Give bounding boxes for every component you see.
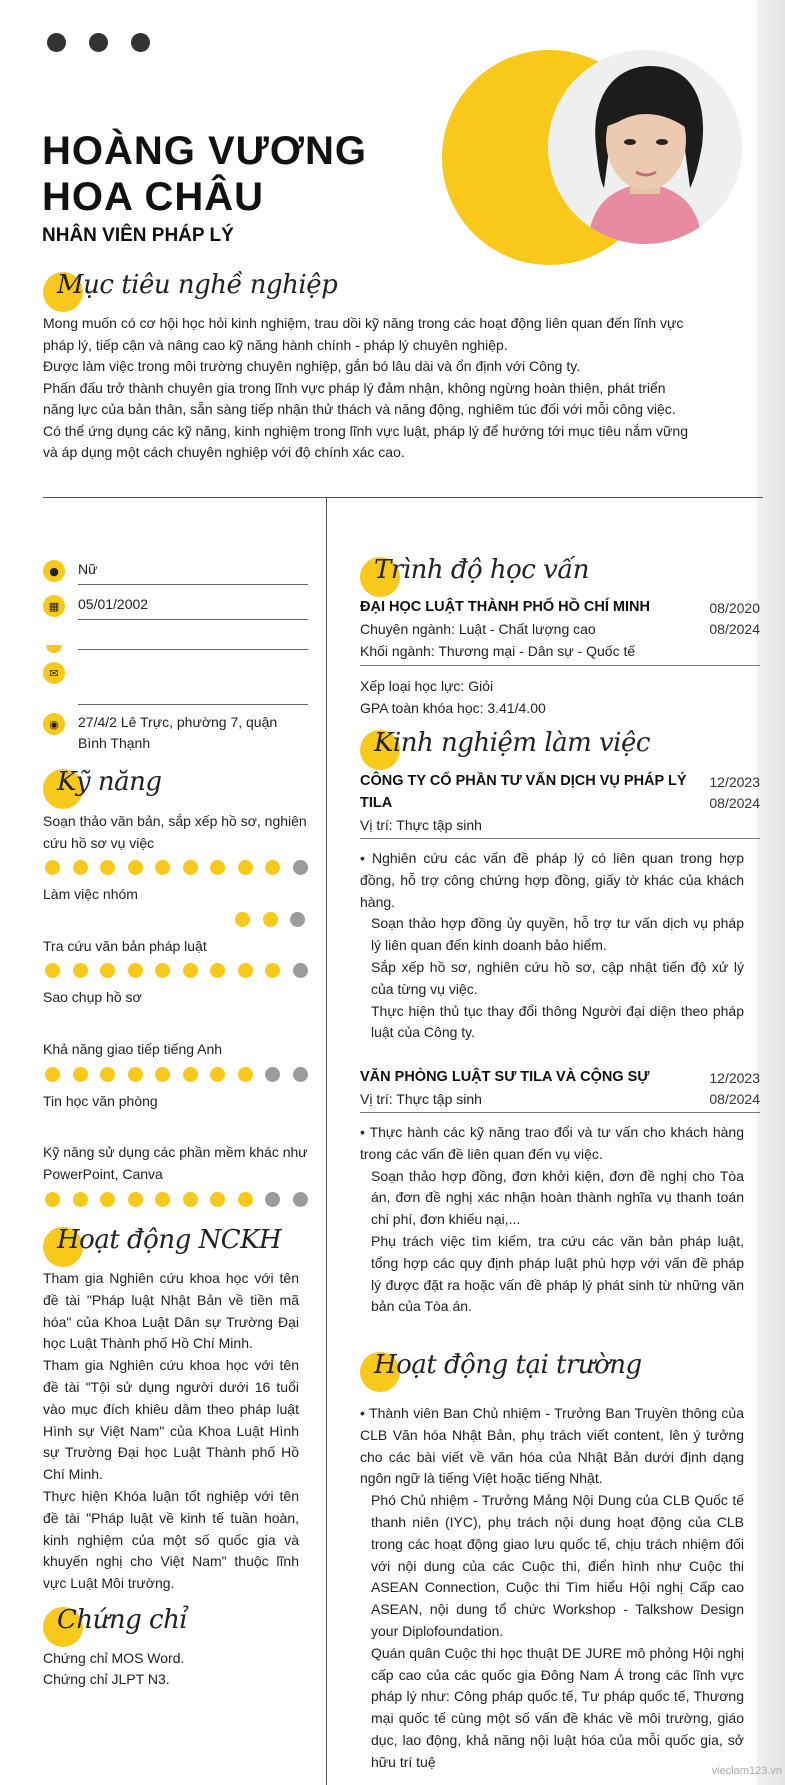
rating-dot-filled [235, 912, 250, 927]
rating-dot-filled [155, 860, 170, 875]
research-text [43, 1268, 299, 1595]
info-address [43, 708, 308, 754]
rating-dot-filled [210, 860, 225, 875]
avatar [548, 50, 742, 244]
skill-name: Sao chụp hồ sơ [43, 989, 142, 1005]
certificates-text [43, 1648, 299, 1690]
candidate-role: NHÂN VIÊN PHÁP LÝ [42, 225, 234, 246]
objective-text [43, 313, 691, 464]
rating-dot-empty [265, 1192, 280, 1207]
address-value: 27/4/2 Lê Trực, phường 7, quận Bình Thạnh [78, 714, 278, 751]
section-title-text: Kỹ năng [57, 767, 162, 797]
education-result [360, 675, 760, 719]
date-from: 08/2020 [709, 600, 760, 616]
horizontal-divider [43, 497, 763, 498]
skill-rating [235, 912, 305, 927]
education-major: Chuyên ngành: Luật - Chất lượng cao [360, 621, 596, 637]
research-item: Thực hiện Khóa luận tốt nghiệp với tên đề tài "Pháp luật về kinh tế tuần hoàn, kinh nghiệm của một số quốc gia và khuyến nghị cho Việt Nam" thuộc lĩnh vực Luật Môi trường. [43, 1487, 299, 1592]
certificate-item: Chứng chỉ MOS Word. [43, 1650, 185, 1666]
section-title-text: Chứng chỉ [57, 1605, 188, 1635]
rating-dot-empty [293, 1067, 308, 1082]
rating-dot-filled [238, 1192, 253, 1207]
section-title-text: Mục tiêu nghề nghiệp [57, 270, 338, 300]
education-rank: Xếp loại học lực: Giỏi [360, 678, 494, 694]
company-name: VĂN PHÒNG LUẬT SƯ TILA VÀ CỘNG SỰ [360, 1069, 650, 1085]
school-activities-list [360, 1403, 744, 1774]
education-gpa: GPA toàn khóa học: 3.41/4.00 [360, 700, 546, 716]
rating-dot-filled [155, 1067, 170, 1082]
mail-icon: ✉ [43, 662, 65, 684]
rating-dot-empty [293, 860, 308, 875]
rating-dot-filled [210, 1192, 225, 1207]
experience-item [360, 1066, 760, 1110]
job-position: Vị trí: Thực tập sinh [360, 1091, 482, 1107]
rating-dot-filled [45, 1192, 60, 1207]
skill-name: Soạn thảo văn bản, sắp xếp hồ sơ, nghiên cứu hồ sơ vụ việc [43, 813, 307, 851]
rating-dot-filled [183, 1192, 198, 1207]
rating-dot-filled [128, 1067, 143, 1082]
rating-dot-empty [290, 912, 305, 927]
company-name: CÔNG TY CỔ PHẦN TƯ VẤN DỊCH VỤ PHÁP LÝ TILA [360, 773, 687, 811]
experience-item [360, 770, 760, 836]
decor-dot [47, 33, 66, 52]
task-item: Sắp xếp hồ sơ, nghiên cứu hồ sơ, cập nhật tiến độ xử lý của từng vụ việc. [371, 958, 744, 997]
calendar-icon: ▦ [43, 595, 65, 617]
page-edge-shadow [757, 0, 785, 1785]
date-from: 12/2023 [709, 1070, 760, 1086]
rating-dot-filled [100, 1192, 115, 1207]
date-to: 08/2024 [709, 621, 760, 637]
rating-dot-filled [155, 1192, 170, 1207]
rating-dot-filled [128, 860, 143, 875]
task-item: Phụ trách việc tìm kiếm, tra cứu các văn bản pháp luật, tổng hợp các quy định pháp luật phù hợp với vấn đề pháp lý được đặt ra hoặc vấn đề pháp lý phát sinh từ những văn bản của Tòa án. [371, 1232, 744, 1315]
date-to: 08/2024 [709, 1091, 760, 1107]
rating-dot-empty [265, 1067, 280, 1082]
task-item: • Nghiên cứu các vấn đề pháp lý có liên quan trong hợp đồng, hỗ trợ công chứng hợp đồng, giấy tờ khác của khách hàng. [360, 848, 744, 913]
objective-line: Có thể ứng dụng các kỹ năng, kinh nghiệm trong lĩnh vực luật, pháp lý để hướng tới mục tiêu nắm vững và áp dụng một cách chuyên nghiệp với độ chính xác cao. [43, 422, 688, 460]
rating-dot-filled [45, 860, 60, 875]
info-phone [43, 625, 308, 650]
skill-name: Kỹ năng sử dụng các phần mềm khác như PowerPoint, Canva [43, 1144, 308, 1182]
education-block: Khối ngành: Thương mại - Dân sự - Quốc tế [360, 643, 636, 659]
candidate-name: HOÀNG VƯƠNG HOA CHÂU [42, 129, 367, 219]
rating-dot-filled [265, 963, 280, 978]
experience-dates [709, 1068, 760, 1110]
section-title-text: Hoạt động tại trường [374, 1350, 642, 1380]
rating-dot-filled [183, 1067, 198, 1082]
date-from: 12/2023 [709, 774, 760, 790]
skill-name: Làm việc nhóm [43, 886, 138, 902]
education-dates [709, 598, 760, 640]
section-title-text: Trình độ học vấn [374, 555, 589, 585]
rating-dot-filled [238, 963, 253, 978]
rating-dot-filled [100, 963, 115, 978]
rating-dot-filled [100, 860, 115, 875]
rating-dot-filled [263, 912, 278, 927]
rating-dot-empty [293, 963, 308, 978]
date-to: 08/2024 [709, 795, 760, 811]
research-item: Tham gia Nghiên cứu khoa học với tên đề tài "Tội sử dụng người dưới 16 tuổi vào mục đích khiêu dâm theo pháp luật Hình sự Việt Nam" của Khoa Luật Hình sự Trường Đại học Luật Thành phố Hồ Chí Minh. [43, 1357, 299, 1483]
experience-tasks [360, 848, 744, 1044]
decor-dot [89, 33, 108, 52]
location-icon: ◉ [43, 713, 65, 735]
skill-rating [45, 860, 308, 875]
skill-rating [45, 963, 308, 978]
activity-item: • Thành viên Ban Chủ nhiệm - Trưởng Ban Truyền thông của CLB Văn hóa Nhật Bản, phụ trách viết content, lên ý tưởng cho các bài viết về văn hóa của Nhật Bản dưới định dạng ngôn ngữ là tiếng Việt hoặc tiếng Nhật. [360, 1403, 744, 1490]
info-underline [78, 584, 308, 585]
rating-dot-empty [293, 1192, 308, 1207]
rating-dot-filled [210, 963, 225, 978]
info-underline [78, 704, 308, 705]
decor-dot [131, 33, 150, 52]
info-email [43, 657, 308, 705]
vertical-divider [326, 498, 327, 1785]
rating-dot-filled [73, 1067, 88, 1082]
info-underline [78, 619, 308, 620]
rating-dot-filled [128, 963, 143, 978]
task-item: Soạn thảo hợp đồng, đơn khởi kiện, đơn đề nghị cho Tòa án, đơn đề nghị xác nhận hoàn thành nghĩa vụ thanh toán chi phí, đơn khiếu nại,... [371, 1167, 744, 1228]
rating-dot-filled [73, 1192, 88, 1207]
info-birthday [43, 590, 308, 620]
item-divider [360, 1112, 760, 1113]
school-name: ĐẠI HỌC LUẬT THÀNH PHỐ HỒ CHÍ MINH [360, 599, 650, 615]
section-title-text: Kinh nghiệm làm việc [374, 728, 650, 758]
certificate-item: Chứng chỉ JLPT N3. [43, 1671, 170, 1687]
item-divider [360, 838, 760, 839]
watermark: vieclam123.vn [711, 1765, 782, 1777]
job-position: Vị trí: Thực tập sinh [360, 817, 482, 833]
task-item: Thực hiện thủ tục thay đổi thông Người đại diện theo pháp luật của Công ty. [371, 1002, 744, 1041]
rating-dot-filled [265, 860, 280, 875]
rating-dot-filled [100, 1067, 115, 1082]
rating-dot-filled [45, 1067, 60, 1082]
gender-value: Nữ [78, 561, 98, 577]
objective-line: Mong muốn có cơ hội học hỏi kinh nghiệm, trau dồi kỹ năng trong các hoạt động liên quan đến lĩnh vực pháp lý, tiếp cận và nâng cao kỹ năng hành chính - pháp lý chuyên nghiệp. [43, 315, 684, 353]
rating-dot-filled [128, 1192, 143, 1207]
rating-dot-filled [210, 1067, 225, 1082]
education-item [360, 596, 760, 662]
rating-dot-filled [183, 963, 198, 978]
skill-rating [45, 1067, 308, 1082]
birthday-value: 05/01/2002 [78, 596, 149, 612]
rating-dot-filled [155, 963, 170, 978]
task-item: • Thực hành các kỹ năng trao đổi và tư vấn cho khách hàng trong các vấn đề liên quan đến vụ việc. [360, 1122, 744, 1166]
rating-dot-filled [238, 1067, 253, 1082]
task-item: Soạn thảo hợp đồng ủy quyền, hỗ trợ tư vấn dịch vụ pháp lý liên quan đến kinh doanh bảo hiểm. [371, 915, 744, 954]
rating-dot-filled [183, 860, 198, 875]
rating-dot-filled [73, 963, 88, 978]
decor-dots [47, 33, 150, 52]
item-divider [360, 665, 760, 666]
info-gender [43, 555, 308, 585]
activity-item: Quán quân Cuộc thi học thuật DE JURE mô phỏng Hội nghị cấp cao của các quốc gia Đông Nam Á trong các lĩnh vực pháp lý như: Công pháp quốc tế, Tư pháp quốc tế, Thương mại quốc tế cùng một số vấn đề khác về môi trường, giáo dục, lao động, khả năng nội luật hóa của mỗi quốc gia, sở hữu trí tuệ [371, 1644, 744, 1770]
skill-name: Tin học văn phòng [43, 1093, 158, 1109]
rating-dot-filled [238, 860, 253, 875]
objective-line: Phấn đấu trở thành chuyên gia trong lĩnh vực pháp lý đảm nhận, không ngừng hoàn thiện, phát triển năng lực của bản thân, sẵn sàng tiếp nhận thử thách và năng động, nghiêm túc đối với mỗi công việc. [43, 379, 676, 417]
rating-dot-filled [73, 860, 88, 875]
person-icon: ● [43, 560, 65, 582]
rating-dot-filled [45, 963, 60, 978]
experience-tasks [360, 1122, 744, 1318]
research-item: Tham gia Nghiên cứu khoa học với tên đề tài "Pháp luật Nhật Bản về tiền mã hóa" của Khoa Luật Dân sự Trường Đại học Luật Thành phố Hồ Chí Minh. [43, 1270, 299, 1352]
experience-dates [709, 772, 760, 814]
skill-rating [45, 1192, 308, 1207]
info-underline [78, 649, 308, 650]
objective-line: Được làm việc trong môi trường chuyên nghiệp, gắn bó lâu dài và ổn định với Công ty. [43, 358, 581, 374]
skill-name: Khả năng giao tiếp tiếng Anh [43, 1041, 223, 1057]
skill-name: Tra cứu văn bản pháp luật [43, 938, 207, 954]
avatar-photo [548, 50, 742, 244]
activity-item: Phó Chủ nhiệm - Trưởng Mảng Nội Dung của CLB Quốc tế thanh niên (IYC), phụ trách nội dung hoạt động của CLB trong các hoạt động giao lưu quốc tế, chịu trách nhiệm đối với nội dung của các Cuộc thi, điển hình như Cuộc thi ASEAN Connection, Cuộc thi Tìm hiểu Hội nghị Cấp cao ASEAN, nội dung tổ chức Workshop - Talkshow Design your Diplofoundation. [371, 1492, 744, 1639]
section-title-text: Hoạt động NCKH [57, 1225, 282, 1255]
